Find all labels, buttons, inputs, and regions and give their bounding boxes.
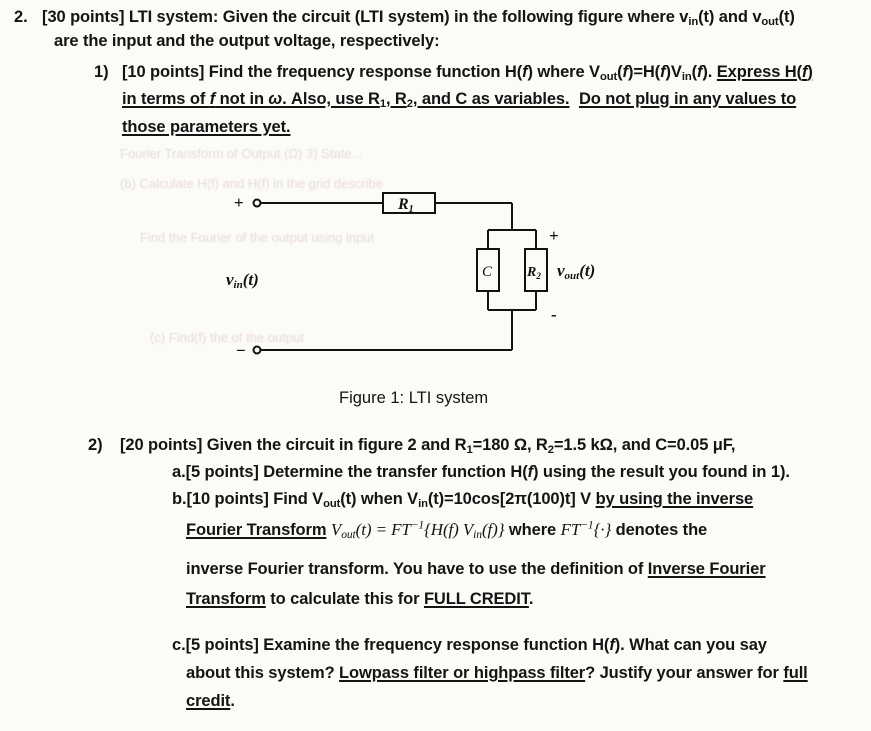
part2c-line2	[186, 664, 808, 683]
part2c-line1	[172, 636, 767, 655]
text: f	[609, 636, 615, 654]
subscript: out	[761, 15, 779, 28]
text: ) using the result you found in 1).	[533, 463, 790, 481]
part2a	[172, 463, 790, 482]
text: f	[522, 63, 528, 81]
text: f	[802, 63, 808, 81]
text: to calculate this for	[265, 590, 424, 608]
text: Lowpass filter or highpass filter	[339, 664, 586, 682]
input-plus-sign: +	[234, 193, 244, 212]
subscript: in	[473, 527, 482, 541]
text: {H(f) V	[424, 520, 474, 539]
text: )=H(	[627, 63, 661, 81]
part2b-line4	[186, 590, 533, 609]
text: =180 Ω, R	[472, 436, 548, 454]
vin-label	[226, 270, 259, 291]
r1-label	[397, 196, 414, 215]
text: v	[557, 261, 565, 280]
text: [10 points] Find V	[186, 490, 324, 508]
part2-number: 2)	[88, 436, 103, 454]
output-minus-sign: -	[551, 305, 557, 324]
part1-number: 1)	[94, 63, 109, 81]
question-title: LTI system: Given the circuit (LTI system) in the following figure where v	[128, 8, 689, 26]
text: R	[527, 265, 537, 280]
text: {·}	[593, 520, 612, 539]
text: ? Justify your answer for	[585, 664, 784, 682]
text: Express H(	[716, 63, 802, 81]
text: FULL CREDIT	[423, 590, 529, 608]
part2b-line1	[172, 490, 753, 509]
superscript: −1	[580, 518, 594, 532]
text: . Also, use R	[282, 90, 380, 108]
text: Fourier Transform	[186, 521, 327, 539]
text: f	[697, 63, 703, 81]
question-line2: are the input and the output voltage, respectively:	[54, 32, 440, 50]
text: [10 points] Find the frequency response function H(	[122, 63, 523, 81]
superscript: −1	[410, 518, 425, 532]
text: where	[504, 521, 561, 539]
subscript: out	[599, 70, 618, 83]
bleed-through-text: Fourier Transform of Output (Ω) 3) State...	[120, 146, 363, 161]
text: about this system?	[186, 664, 340, 682]
text: full	[783, 664, 808, 682]
text: Transform	[186, 590, 266, 608]
text: v	[226, 270, 234, 289]
resistor-r1	[383, 193, 435, 213]
text: Inverse Fourier	[647, 560, 766, 578]
text: ω	[268, 90, 283, 108]
text: (t) when V	[340, 490, 419, 508]
text: f	[622, 63, 628, 81]
input-minus-sign: −	[236, 341, 246, 360]
subscript: in	[233, 279, 243, 291]
bleed-through-text: (c) Find(f) the of the output	[150, 330, 304, 345]
text: Do not plug in any values to	[578, 90, 797, 108]
part1-line2	[122, 90, 796, 109]
subscript: 2	[406, 97, 413, 110]
text: (t)=10cos[2π(100)t] V	[427, 490, 596, 508]
subscript: 1	[379, 97, 386, 110]
bleed-through-text: (b) Calculate H(f) and H(f) in the grid describe	[120, 176, 383, 191]
text: [5 points] Examine the frequency response function H(	[185, 636, 610, 654]
text: (t)	[579, 261, 596, 280]
text: R	[398, 196, 409, 213]
text: f	[209, 90, 216, 108]
question-header	[14, 8, 795, 27]
text: [20 points] Given the circuit in figure 2 and R	[120, 436, 467, 454]
text: c.	[172, 636, 186, 654]
subscript: 2	[547, 443, 554, 456]
vout-label	[557, 261, 595, 282]
question-number: 2.	[14, 8, 28, 26]
text: f	[527, 463, 533, 481]
text: , R	[385, 90, 407, 108]
text: .	[528, 590, 534, 608]
part2-line1	[120, 436, 735, 455]
text: (	[691, 63, 697, 81]
subscript: out	[341, 527, 356, 541]
subscript: out	[323, 497, 341, 510]
subscript: in	[681, 70, 692, 83]
resistor-r2	[525, 249, 547, 291]
text: ) where V	[527, 63, 600, 81]
question-title-end: (t)	[778, 8, 795, 26]
text: ). What can you say	[614, 636, 767, 654]
text: f	[660, 63, 666, 81]
text: denotes the	[611, 521, 708, 539]
text: =1.5 kΩ, and C=0.05 μF,	[553, 436, 736, 454]
bleed-through-text: Find the Fourier of the output using input	[140, 230, 375, 245]
text: (t) = FT	[355, 520, 411, 539]
question-title-cont: (t) and v	[698, 8, 762, 26]
part1-line3: those parameters yet.	[122, 118, 291, 136]
text: (t)	[242, 270, 259, 289]
subscript: 2	[536, 271, 541, 281]
capacitor-c	[477, 249, 499, 291]
text: FT	[560, 520, 581, 539]
input-terminal-top	[254, 200, 261, 207]
text: )V	[665, 63, 682, 81]
input-terminal-bottom	[254, 347, 261, 354]
subscript: out	[564, 270, 580, 282]
text: )	[807, 63, 813, 81]
text: [5 points] Determine the transfer function H(	[185, 463, 528, 481]
figure-caption: Figure 1: LTI system	[339, 389, 489, 407]
text: b.	[172, 490, 187, 508]
subscript: 1	[466, 443, 473, 456]
text: in terms of	[122, 90, 210, 108]
text: V	[330, 520, 342, 539]
text: , and C as variables.	[412, 90, 570, 108]
part2b-line3	[186, 560, 766, 579]
text: .	[230, 692, 235, 710]
text: (	[617, 63, 623, 81]
text: inverse Fourier transform. You have to use the definition of	[186, 560, 648, 578]
text: by using the inverse	[595, 490, 754, 508]
text: not in	[215, 90, 269, 108]
subscript: in	[418, 497, 428, 510]
subscript: 1	[408, 204, 414, 215]
question-points: [30 points]	[42, 8, 125, 26]
subscript: in	[688, 15, 699, 28]
output-plus-sign: +	[549, 226, 559, 245]
c-label: C	[482, 264, 493, 280]
text: ).	[702, 63, 717, 81]
text: (f)}	[481, 520, 505, 539]
part2b-line2	[186, 520, 707, 540]
r2-label	[526, 265, 541, 281]
text: a.	[172, 463, 186, 481]
part1-line1	[122, 63, 813, 82]
text: credit	[186, 692, 231, 710]
part2c-line3	[186, 692, 235, 711]
